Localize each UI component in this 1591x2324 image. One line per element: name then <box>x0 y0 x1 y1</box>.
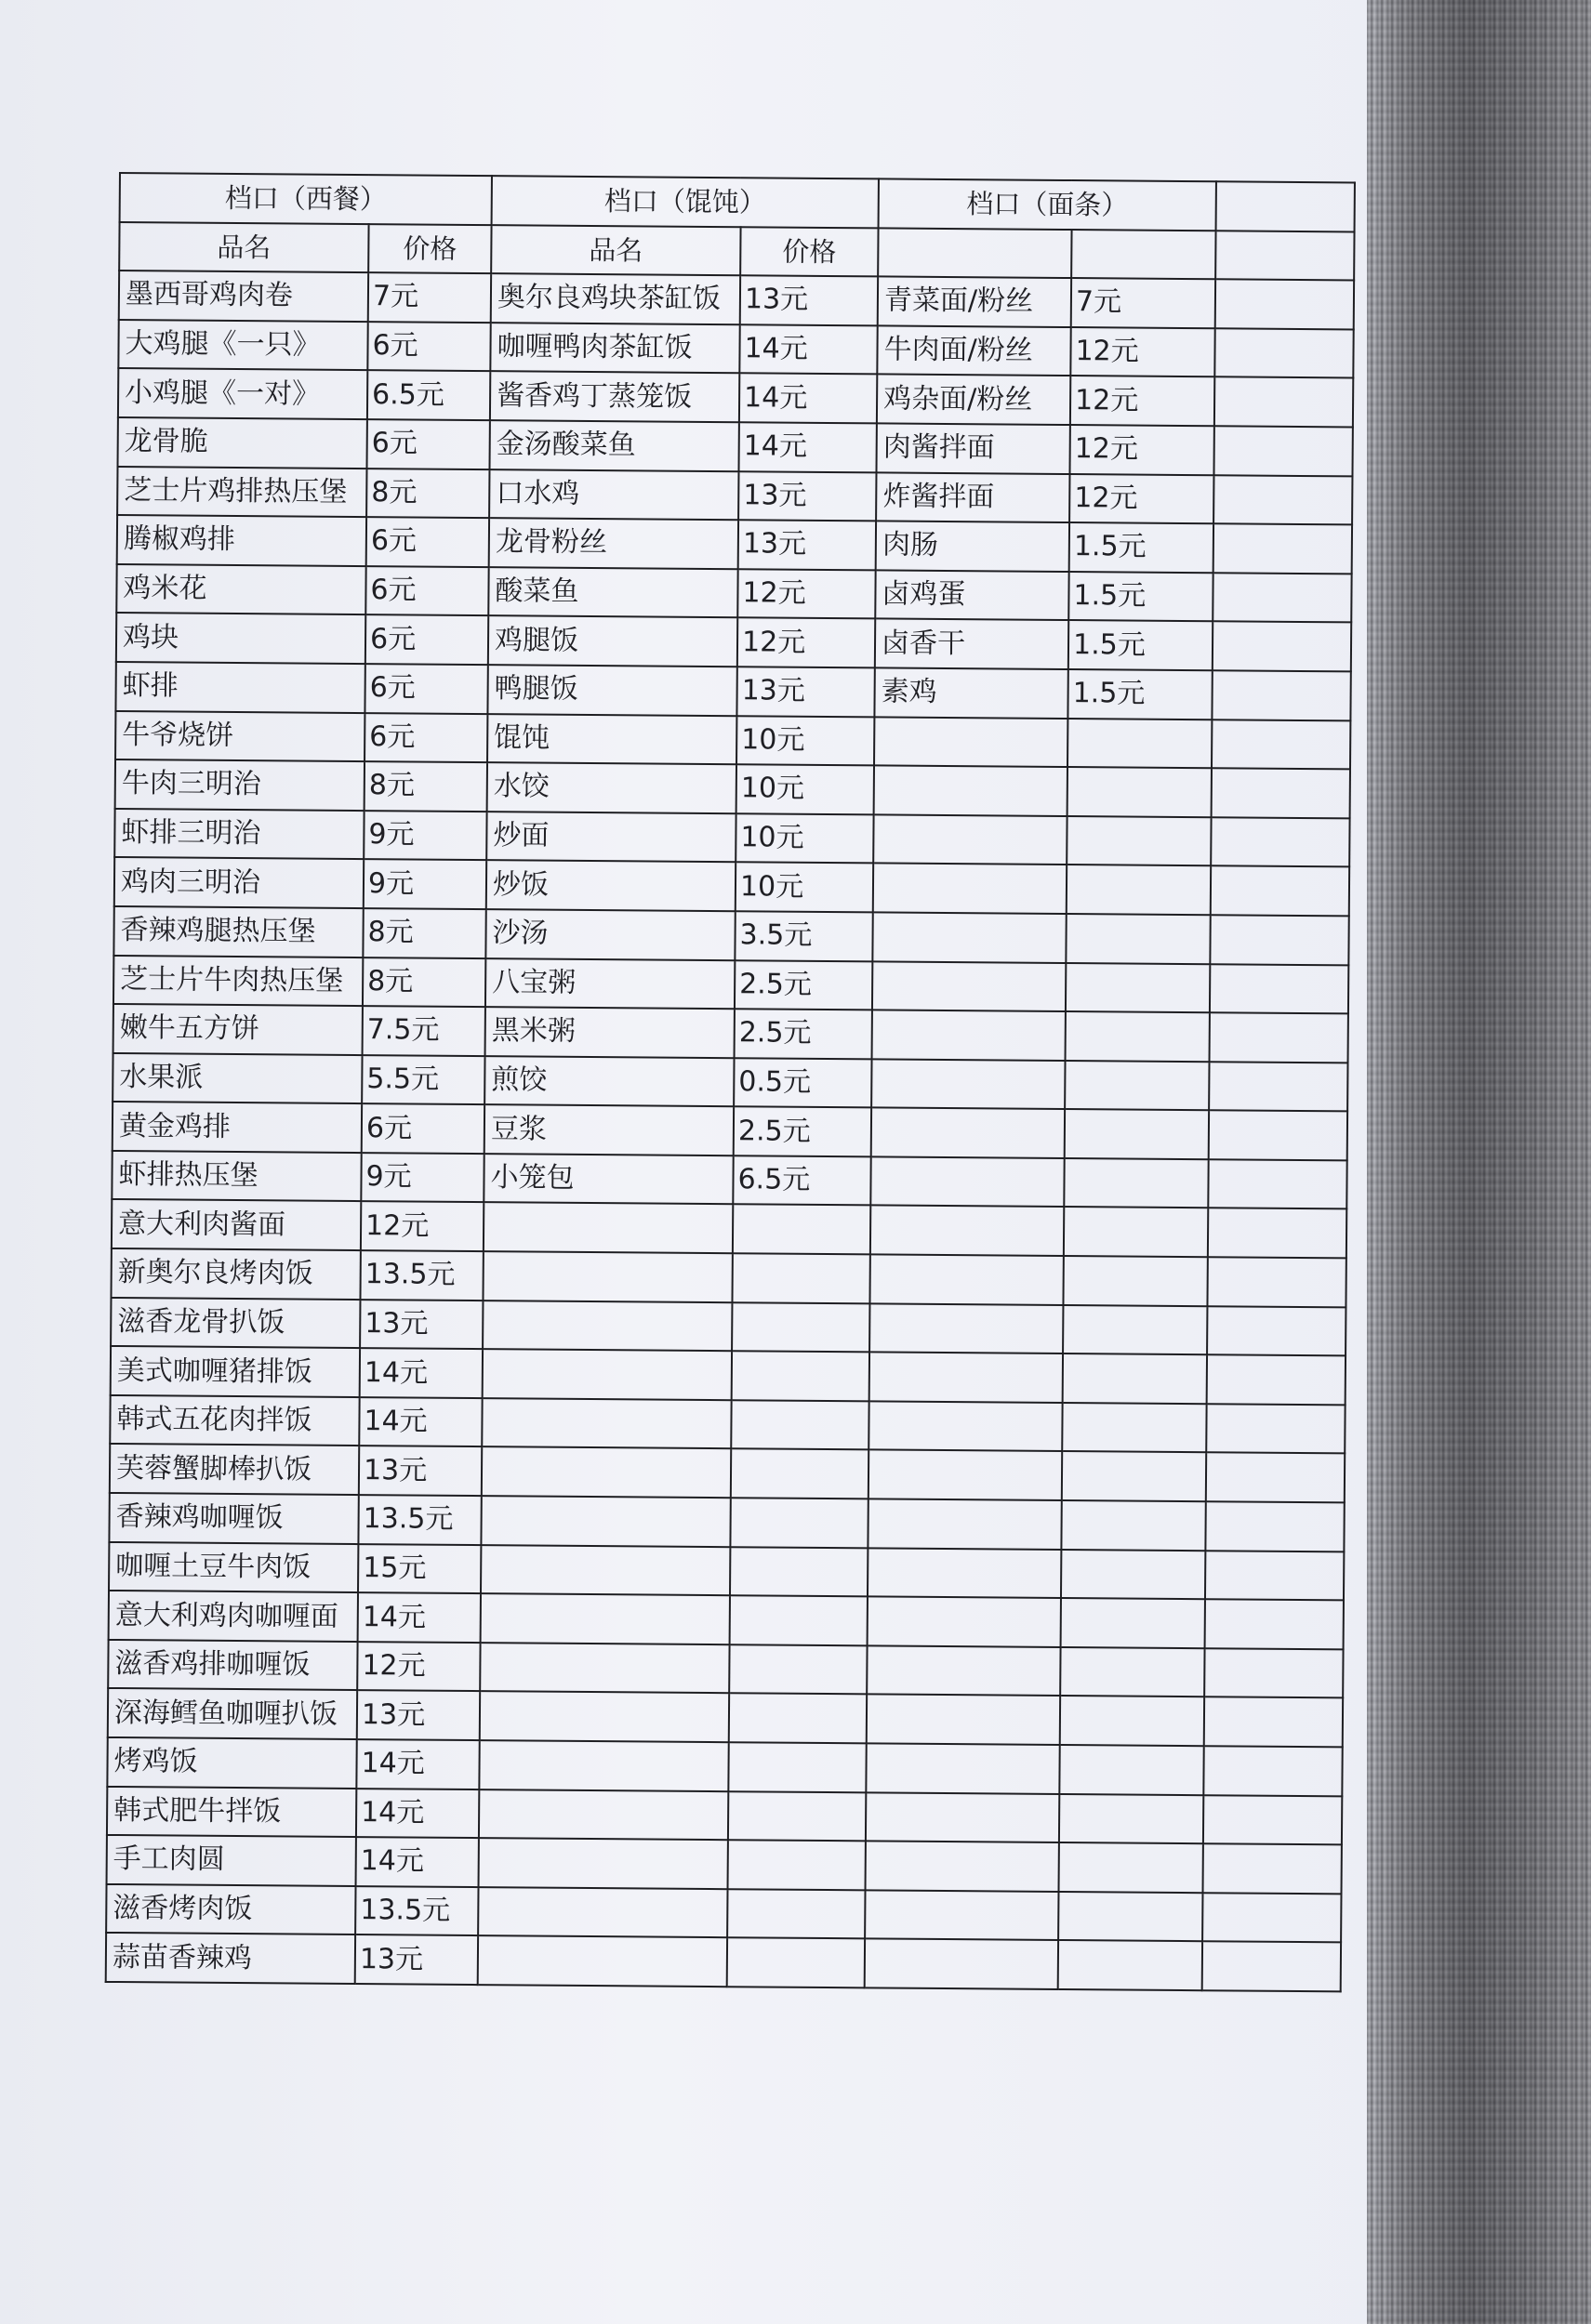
wonton-item-name: 炒饭 <box>486 860 736 911</box>
extra-column-cell <box>1212 768 1350 818</box>
noodles-item-name <box>865 1890 1058 1940</box>
noodles-item-price: 7元 <box>1071 278 1215 328</box>
wonton-item-price: 10元 <box>736 863 873 913</box>
noodles-item-price <box>1063 1305 1207 1355</box>
wonton-item-name: 金汤酸菜鱼 <box>490 420 739 471</box>
western-item-name: 香辣鸡腿热压堡 <box>113 906 363 957</box>
noodles-item-name: 青菜面/粉丝 <box>878 277 1071 327</box>
noodles-item-name <box>873 864 1067 914</box>
wonton-item-name <box>478 1887 727 1938</box>
western-item-price: 14元 <box>359 1397 482 1447</box>
wonton-item-price <box>727 1938 865 1988</box>
wonton-item-price: 13元 <box>738 471 876 522</box>
noodles-item-name <box>874 766 1067 816</box>
extra-column-cell <box>1213 622 1351 672</box>
wonton-item-name: 煎饺 <box>484 1056 734 1107</box>
wonton-item-name <box>482 1398 731 1449</box>
extra-column-cell <box>1212 670 1350 720</box>
western-item-price: 9元 <box>361 1153 484 1203</box>
wonton-item-price <box>728 1742 866 1792</box>
western-item-name: 黄金鸡排 <box>113 1102 362 1153</box>
western-item-name: 虾排三明治 <box>114 809 364 860</box>
wonton-item-price: 0.5元 <box>734 1058 871 1108</box>
extra-column-cell <box>1213 475 1352 525</box>
western-item-price: 8元 <box>363 908 485 958</box>
extra-column-cell <box>1214 377 1353 428</box>
noodles-item-price <box>1067 719 1212 769</box>
western-item-name: 水果派 <box>113 1053 362 1104</box>
extra-column-cell <box>1215 279 1354 329</box>
western-item-price: 6元 <box>362 1103 484 1154</box>
noodles-item-name <box>872 961 1066 1011</box>
noodles-item-name <box>871 1059 1065 1109</box>
wonton-item-name: 咖喱鸭肉茶缸饭 <box>490 323 739 374</box>
wonton-item-name <box>480 1692 729 1743</box>
wonton-item-name: 馄饨 <box>487 714 736 765</box>
western-item-price: 5.5元 <box>362 1055 484 1105</box>
wonton-item-name <box>483 1251 732 1302</box>
noodles-item-price <box>1058 1940 1202 1990</box>
menu-sheet <box>105 172 1354 1992</box>
wonton-item-name: 酸菜鱼 <box>488 567 737 618</box>
wonton-item-name <box>479 1740 728 1791</box>
extra-column-cell <box>1207 1354 1346 1405</box>
wonton-item-price: 2.5元 <box>734 1107 871 1157</box>
western-item-name: 牛肉三明治 <box>115 759 365 811</box>
wonton-item-price <box>729 1644 867 1695</box>
noodles-item-name <box>869 1303 1063 1353</box>
wonton-item-price <box>731 1449 868 1499</box>
extra-column-cell <box>1208 1257 1346 1307</box>
noodles-item-name <box>868 1401 1062 1451</box>
extra-column-cell <box>1210 915 1348 965</box>
noodles-item-price <box>1062 1403 1206 1453</box>
noodles-item-name: 鸡杂面/粉丝 <box>877 375 1070 425</box>
wonton-item-price: 13元 <box>738 520 876 570</box>
noodles-item-price <box>1059 1842 1203 1893</box>
wonton-item-price <box>727 1889 865 1939</box>
column-header-noodles-price <box>1071 230 1215 280</box>
noodles-item-price: 12元 <box>1070 376 1214 426</box>
western-item-price: 6元 <box>365 614 488 665</box>
western-item-name: 意大利肉酱面 <box>112 1199 361 1250</box>
noodles-item-price <box>1066 1011 1210 1062</box>
noodles-item-name: 肉肠 <box>876 522 1069 572</box>
extra-column-cell <box>1203 1746 1342 1796</box>
noodles-item-price: 1.5元 <box>1069 522 1213 573</box>
western-item-name: 咖喱土豆牛肉饭 <box>109 1542 358 1593</box>
western-item-name: 牛爷烧饼 <box>115 711 365 762</box>
western-item-name: 虾排 <box>115 662 365 713</box>
wonton-item-price <box>728 1840 866 1890</box>
wonton-item-name <box>479 1789 728 1841</box>
column-header-noodles-name <box>878 228 1071 278</box>
noodles-item-price <box>1065 1061 1209 1111</box>
western-item-name: 虾排热压堡 <box>112 1151 361 1202</box>
western-item-name: 墨西哥鸡肉卷 <box>119 271 368 322</box>
extra-column-cell <box>1205 1599 1344 1649</box>
western-item-price: 13元 <box>360 1300 483 1350</box>
western-item-price: 7.5元 <box>363 1006 485 1056</box>
wonton-item-price: 12元 <box>737 618 875 668</box>
wonton-item-price: 2.5元 <box>735 1009 872 1059</box>
western-item-price: 6.5元 <box>367 370 490 420</box>
western-item-price: 9元 <box>364 811 486 861</box>
noodles-item-name <box>867 1645 1060 1696</box>
western-item-name: 韩式五花肉拌饭 <box>110 1395 359 1446</box>
western-item-name: 美式咖喱猪排饭 <box>111 1346 360 1397</box>
column-header-name-wonton: 品名 <box>491 225 740 276</box>
western-item-price: 6元 <box>367 322 490 372</box>
western-item-name: 小鸡腿《一对》 <box>118 368 367 419</box>
wonton-item-name: 鸭腿饭 <box>487 665 736 716</box>
western-item-name: 蒜苗香辣鸡 <box>106 1933 355 1984</box>
noodles-item-name <box>868 1499 1061 1549</box>
western-item-name: 滋香鸡排咖喱饭 <box>108 1640 357 1691</box>
noodles-item-name <box>871 1108 1065 1158</box>
noodles-item-price <box>1060 1696 1204 1746</box>
wonton-item-price: 3.5元 <box>735 911 872 961</box>
extra-column-cell <box>1203 1795 1342 1845</box>
extra-column-cell <box>1205 1501 1344 1552</box>
noodles-item-name: 肉酱拌面 <box>877 423 1070 473</box>
noodles-item-name: 卤香干 <box>875 619 1068 669</box>
noodles-item-price: 12元 <box>1070 327 1214 377</box>
western-item-price: 6元 <box>365 566 488 616</box>
western-item-name: 鸡块 <box>116 613 365 664</box>
noodles-item-price <box>1061 1598 1205 1648</box>
noodles-item-name <box>866 1792 1059 1842</box>
column-header-empty <box>1215 231 1354 281</box>
noodles-item-price: 1.5元 <box>1067 669 1212 720</box>
wonton-item-price <box>731 1400 868 1450</box>
noodles-item-name <box>865 1939 1058 1989</box>
wonton-item-price: 14元 <box>739 422 877 472</box>
wonton-item-price: 12元 <box>737 569 875 619</box>
noodles-item-price <box>1058 1892 1202 1942</box>
noodles-item-price: 1.5元 <box>1068 572 1213 622</box>
column-header-price-wonton: 价格 <box>740 227 878 277</box>
noodles-item-name <box>867 1695 1060 1745</box>
wonton-item-name: 黑米粥 <box>485 1007 735 1058</box>
stall-header-western: 档口（西餐） <box>120 173 492 225</box>
wonton-item-price <box>732 1351 869 1401</box>
wonton-item-name <box>481 1545 730 1596</box>
western-item-price: 12元 <box>357 1642 480 1692</box>
extra-column-cell <box>1204 1697 1343 1748</box>
extra-column-cell <box>1211 817 1349 867</box>
wonton-item-name: 鸡腿饭 <box>488 615 737 667</box>
extra-column-cell <box>1209 1062 1347 1112</box>
western-item-price: 14元 <box>356 1837 479 1887</box>
western-item-price: 13.5元 <box>355 1886 478 1936</box>
western-item-name: 芙蓉蟹脚棒扒饭 <box>110 1444 359 1495</box>
extra-column-cell <box>1213 523 1352 574</box>
wonton-item-price: 13元 <box>736 667 874 717</box>
western-item-name: 烤鸡饭 <box>107 1737 356 1789</box>
wonton-item-name <box>481 1496 730 1547</box>
western-item-price: 13.5元 <box>358 1495 481 1545</box>
western-item-price: 13元 <box>355 1934 478 1985</box>
noodles-item-price <box>1061 1500 1205 1551</box>
noodles-item-price <box>1059 1794 1203 1844</box>
noodles-item-name <box>870 1206 1064 1256</box>
noodles-item-price <box>1059 1745 1203 1795</box>
western-item-price: 13元 <box>357 1690 480 1740</box>
wonton-item-name <box>478 1935 727 1987</box>
western-item-price: 14元 <box>356 1739 479 1789</box>
noodles-item-price <box>1061 1550 1205 1600</box>
extra-column-cell <box>1213 573 1351 623</box>
noodles-item-name: 炸酱拌面 <box>876 472 1069 522</box>
noodles-item-price <box>1066 963 1210 1013</box>
noodles-item-price <box>1067 865 1211 915</box>
extra-column-cell <box>1214 328 1353 378</box>
western-item-name: 芝士片牛肉热压堡 <box>113 955 363 1006</box>
western-item-price: 6元 <box>365 664 487 714</box>
noodles-item-price <box>1063 1353 1207 1404</box>
extra-column-cell <box>1202 1942 1341 1992</box>
wonton-item-name <box>480 1643 729 1694</box>
western-item-price: 9元 <box>364 859 486 909</box>
western-item-price: 15元 <box>358 1544 481 1594</box>
extra-column-cell <box>1206 1453 1345 1503</box>
western-item-name: 滋香烤肉饭 <box>106 1884 355 1935</box>
wonton-item-price: 6.5元 <box>733 1155 870 1206</box>
western-item-price: 6元 <box>365 713 487 763</box>
western-item-name: 大鸡腿《一只》 <box>118 320 367 371</box>
wonton-item-price: 2.5元 <box>735 960 872 1010</box>
western-item-name: 芝士片鸡排热压堡 <box>117 467 366 518</box>
extra-column-cell <box>1211 866 1349 917</box>
menu-table-body <box>106 173 1355 1991</box>
noodles-item-price <box>1064 1207 1208 1257</box>
western-item-name: 香辣鸡咖喱饭 <box>109 1493 358 1544</box>
wonton-item-name <box>484 1203 733 1254</box>
wonton-item-name <box>482 1447 731 1499</box>
noodles-item-price <box>1062 1451 1206 1501</box>
western-item-price: 8元 <box>365 761 487 812</box>
noodles-item-name <box>868 1597 1061 1647</box>
western-item-price: 6元 <box>367 419 490 469</box>
wonton-item-price <box>730 1498 868 1548</box>
wonton-item-name: 水饺 <box>487 762 736 813</box>
wonton-item-name: 炒面 <box>486 812 736 863</box>
western-item-price: 14元 <box>358 1592 481 1643</box>
western-item-price: 7元 <box>368 272 491 323</box>
wonton-item-name <box>483 1349 732 1400</box>
wonton-item-price <box>728 1791 866 1842</box>
table-row <box>106 1933 1341 1991</box>
noodles-item-name <box>872 1010 1066 1060</box>
wonton-item-price: 10元 <box>736 716 874 766</box>
wonton-item-price: 14元 <box>739 374 877 424</box>
noodles-item-price <box>1063 1256 1207 1306</box>
menu-price-table <box>105 172 1356 1992</box>
extra-column-cell <box>1203 1843 1342 1894</box>
stall-header-wonton: 档口（馄饨） <box>492 176 879 228</box>
wonton-item-price <box>729 1694 867 1744</box>
noodles-item-name <box>868 1548 1061 1598</box>
wonton-item-price: 10元 <box>736 764 874 814</box>
noodles-item-name: 牛肉面/粉丝 <box>877 325 1070 376</box>
noodles-item-price <box>1067 816 1211 866</box>
extra-column-cell <box>1206 1404 1345 1454</box>
extra-column-cell <box>1208 1159 1346 1209</box>
western-item-price: 14元 <box>356 1789 479 1839</box>
western-item-name: 韩式肥牛拌饭 <box>107 1787 356 1838</box>
wonton-item-price: 13元 <box>740 275 878 325</box>
wonton-item-price <box>730 1547 868 1597</box>
wonton-item-name <box>483 1301 732 1352</box>
western-item-price: 13.5元 <box>360 1250 483 1301</box>
noodles-item-name <box>872 912 1066 962</box>
wonton-item-price <box>730 1595 868 1645</box>
western-item-price: 14元 <box>360 1348 483 1398</box>
western-item-name: 滋香龙骨扒饭 <box>111 1298 360 1349</box>
western-item-price: 8元 <box>366 469 489 519</box>
western-item-name: 手工肉圆 <box>107 1835 356 1886</box>
extra-column-cell <box>1210 964 1348 1014</box>
column-header-name-western: 品名 <box>119 222 368 273</box>
noodles-item-name <box>870 1156 1064 1207</box>
noodles-item-price <box>1064 1158 1208 1208</box>
noodles-item-price: 12元 <box>1069 474 1213 524</box>
western-item-price: 8元 <box>363 957 485 1008</box>
wonton-item-price: 10元 <box>736 813 873 864</box>
noodles-item-name <box>866 1743 1059 1793</box>
noodles-item-price <box>1065 1109 1209 1159</box>
noodles-item-name: 素鸡 <box>874 667 1067 718</box>
stall-header-empty <box>1216 181 1355 231</box>
wonton-item-name: 口水鸡 <box>489 469 738 521</box>
noodles-item-name <box>868 1450 1062 1500</box>
extra-column-cell <box>1212 720 1350 770</box>
extra-column-cell <box>1208 1208 1346 1259</box>
noodles-item-price <box>1067 767 1212 817</box>
western-item-name: 新奥尔良烤肉饭 <box>111 1248 360 1300</box>
extra-column-cell <box>1214 426 1353 476</box>
western-item-name: 鸡肉三明治 <box>114 857 364 908</box>
wonton-item-name: 龙骨粉丝 <box>489 518 738 569</box>
noodles-item-price: 1.5元 <box>1068 620 1213 670</box>
wonton-item-name <box>479 1838 728 1889</box>
western-item-name: 深海鳕鱼咖喱扒饭 <box>108 1688 357 1739</box>
wonton-item-name <box>481 1593 730 1644</box>
wonton-item-name: 酱香鸡丁蒸笼饭 <box>490 372 739 423</box>
noodles-item-name <box>869 1254 1063 1304</box>
wonton-item-name: 沙汤 <box>485 909 735 960</box>
wonton-item-name: 小笼包 <box>484 1154 733 1205</box>
western-item-name: 意大利鸡肉咖喱面 <box>109 1591 358 1642</box>
western-item-name: 鸡米花 <box>116 564 365 615</box>
wonton-item-price <box>732 1302 869 1353</box>
extra-column-cell <box>1210 1012 1348 1063</box>
extra-column-cell <box>1207 1306 1346 1356</box>
wonton-item-name: 八宝粥 <box>485 958 735 1010</box>
noodles-item-name <box>869 1353 1063 1403</box>
noodles-item-price <box>1066 914 1210 964</box>
wonton-item-price <box>732 1253 869 1303</box>
western-item-name: 龙骨脆 <box>118 417 367 469</box>
wonton-item-price: 14元 <box>739 324 877 375</box>
noodles-item-price: 12元 <box>1070 425 1214 475</box>
wonton-item-name: 豆浆 <box>484 1104 734 1155</box>
column-header-price-western: 价格 <box>368 224 491 274</box>
noodles-item-name <box>874 717 1067 767</box>
wonton-item-price <box>733 1205 870 1255</box>
noodles-item-name: 卤鸡蛋 <box>875 570 1068 620</box>
extra-column-cell <box>1205 1551 1344 1601</box>
western-item-price: 13元 <box>359 1446 482 1497</box>
western-item-name: 嫩牛五方饼 <box>113 1004 363 1055</box>
western-item-price: 6元 <box>366 517 489 567</box>
western-item-price: 12元 <box>361 1202 484 1252</box>
noodles-item-name <box>866 1842 1059 1892</box>
wonton-item-name: 奥尔良鸡块茶缸饭 <box>491 273 740 324</box>
noodles-item-price <box>1060 1647 1204 1697</box>
extra-column-cell <box>1204 1648 1343 1698</box>
scan-shadow-edge <box>1367 0 1591 2324</box>
western-item-name: 腾椒鸡排 <box>117 515 366 566</box>
extra-column-cell <box>1209 1111 1347 1161</box>
stall-header-noodles: 档口（面条） <box>879 178 1216 230</box>
extra-column-cell <box>1202 1893 1341 1943</box>
noodles-item-name <box>873 814 1067 865</box>
